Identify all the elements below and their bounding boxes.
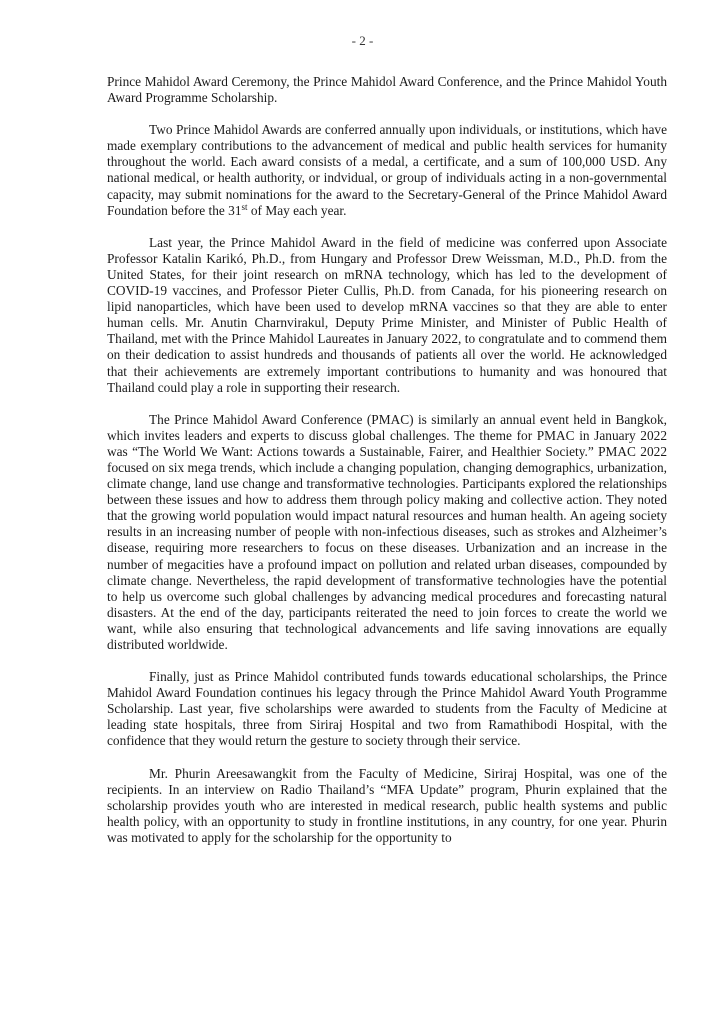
paragraph-continuation: Prince Mahidol Award Ceremony, the Prince Mahidol Award Conference, and the Prince Mahidol Youth Award Programme Scholarship. xyxy=(107,74,667,106)
paragraph-pmac: The Prince Mahidol Award Conference (PMAC) is similarly an annual event held in Bangkok, which invites leaders and experts to discuss global challenges. The theme for PMAC in January 2022 was “The World We Want: Actions towards a Sustainable, Fairer, and Healthier Society.” PMAC 2022 focused on six mega trends, which include a changing population, changing demographics, urbanization, climate change, land use change and transformative technologies. Participants explored the relationships between these issues and how to address them through policy making and collective action. They noted that the growing world population would impact natural resources and human health. An ageing society results in an increasing number of people with non-infectious diseases, such as strokes and Alzheimer’s disease, requiring more researchers to focus on these diseases. Urbanization and an increase in the number of megacities have a profound impact on pollution and related urban diseases, compounded by climate change. Nevertheless, the rapid development of transformative technologies have the potential to help us overcome such global challenges by advancing medical procedures and forecasting natural disasters. At the end of the day, participants reiterated the need to join forces to create the world we want, while also ensuring that technological advancements and life saving innovations are equally distributed worldwide. xyxy=(107,411,667,652)
ordinal-superscript: st xyxy=(241,201,248,212)
paragraph-scholarship: Finally, just as Prince Mahidol contributed funds towards educational scholarships, the Prince Mahidol Award Foundation continues his legacy through the Prince Mahidol Award Youth Programme Scholarship. Last year, five scholarships were awarded to students from the Faculty of Medicine at leading state hospitals, three from Siriraj Hospital and two from Ramathibodi Hospital, with the confidence that they would return the gesture to society through their service. xyxy=(107,669,667,749)
paragraph-recipient: Mr. Phurin Areesawangkit from the Faculty of Medicine, Siriraj Hospital, was one of the recipients. In an interview on Radio Thailand’s “MFA Update” program, Phurin explained that the scholarship provides youth who are interested in medical research, public health systems and public health policy, with an opportunity to study in frontline institutions, in any country, for one year. Phurin was motivated to apply for the scholarship for the opportunity to xyxy=(107,765,667,845)
paragraph-awards-text-end: of May each year. xyxy=(247,202,347,218)
paragraph-awards-text: Two Prince Mahidol Awards are conferred annually upon individuals, or institutions, which have made exemplary contributions to the advancement of medical and public health services for humanity throughout the world. Each award consists of a medal, a certificate, and a sum of 100,000 USD. Any national medical, or health authority, or indvidual, or group of individuals acting in a non-governmental capacity, may submit nominations for the award to the Secretary-General of the Prince Mahidol Award Foundation before the 31 xyxy=(107,122,667,218)
document-body xyxy=(107,74,667,862)
paragraph-awards xyxy=(107,122,667,219)
paragraph-laureates: Last year, the Prince Mahidol Award in the field of medicine was conferred upon Associate Professor Katalin Karikó, Ph.D., from Hungary and Professor Drew Weissman, M.D., Ph.D. from the United States, for their joint research on mRNA technology, which has led to the development of COVID-19 vaccines, and Professor Pieter Cullis, Ph.D. from Canada, for his pioneering research on lipid nanoparticles, which have been used to develop mRNA vaccines so that they are able to enter human cells. Mr. Anutin Charnvirakul, Deputy Prime Minister, and Minister of Public Health of Thailand, met with the Prince Mahidol Laureates in January 2022, to congratulate and to commend them on their dedication to assist hundreds and thousands of patients all over the world. He acknowledged that their achievements are extremely important contributions to humanity and was honoured that Thailand could play a role in supporting their research. xyxy=(107,234,667,395)
page-number: - 2 - xyxy=(351,33,374,48)
